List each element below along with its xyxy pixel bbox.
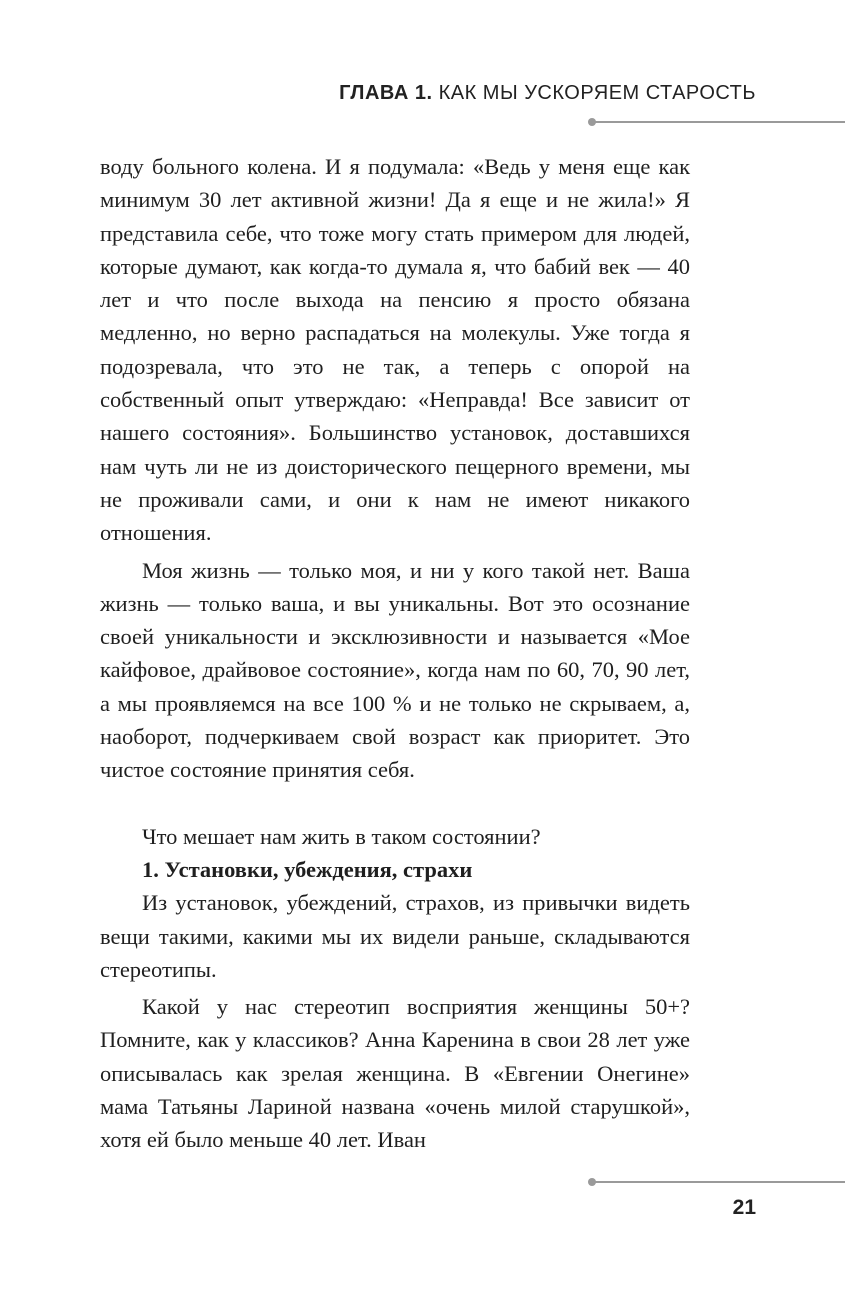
header-rule bbox=[592, 121, 845, 123]
paragraph-2: Моя жизнь — только моя, и ни у кого такой нет. Ваша жизнь — только ваша, и вы уникальны. Вот это осознание своей уникальности и эксклюзивности и называется «Мое кайфовое, драйвовое состояние», когда нам по 60, 70, 90 лет, а мы проявляемся на все 100 % и не только не скрываем, а, наоборот, подчеркиваем свой возраст как приоритет. Это чистое состояние принятия себя. bbox=[100, 557, 690, 783]
chapter-label: ГЛАВА 1. bbox=[339, 82, 433, 104]
paragraph-1: воду больного колена. И я подумала: «Ведь у меня еще как минимум 30 лет активной жизни! Да я еще и не жила!» Я представила себе, что тоже могу стать примером для людей, которые думают, как когда-то думала я, что бабий век — 40 лет и что после выхода на пенсию я просто обязана медленно, но верно распадаться на молекулы. Уже тогда я подозревала, что это не так, а теперь с опорой на собственный опыт утверждаю: «Неправда! Все зависит от нашего состояния». Большинство установок, доставшихся нам чуть ли не из доисторического пещерного времени, мы не проживали сами, и они к нам не имеют никакого отношения. bbox=[100, 154, 690, 546]
footer-rule bbox=[592, 1181, 845, 1183]
section-heading: 1. Установки, убеждения, страхи bbox=[142, 856, 473, 882]
chapter-title: КАК МЫ УСКОРЯЕМ СТАРОСТЬ bbox=[438, 82, 756, 104]
page-body bbox=[100, 150, 690, 1157]
section-question: Что мешает нам жить в таком состоянии? bbox=[142, 823, 541, 849]
paragraph-4: Какой у нас стереотип восприятия женщины 50+? Помните, как у классиков? Анна Каренина в свои 28 лет уже описывалась как зрелая женщина. В «Евгении Онегине» мама Татьяны Лариной названа «очень милой старушкой», хотя ей было меньше 40 лет. Иван bbox=[100, 994, 690, 1153]
paragraph-3: Из установок, убеждений, страхов, из привычки видеть вещи такими, какими мы их видели раньше, складываются стереотипы. bbox=[100, 890, 690, 982]
running-header bbox=[0, 82, 756, 105]
page-number: 21 bbox=[732, 1196, 756, 1219]
header-rule-dot bbox=[588, 118, 596, 126]
footer-rule-dot bbox=[588, 1178, 596, 1186]
